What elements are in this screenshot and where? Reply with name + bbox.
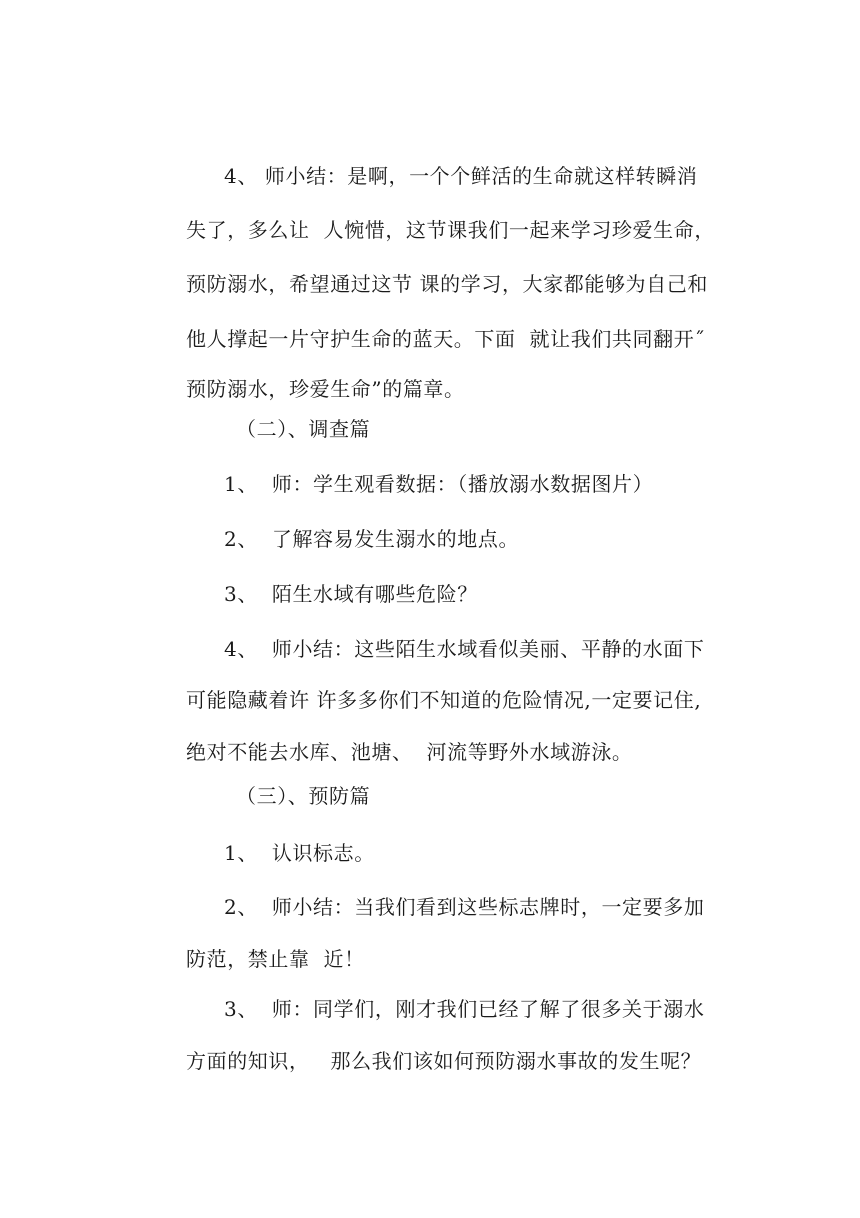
paragraph-line: 绝对不能去水库、池塘、 河流等野外水域游泳。 [186, 740, 633, 764]
paragraph-line: 2、 师小结：当我们看到这些标志牌时，一定要多加 [224, 895, 705, 919]
paragraph-line: 失了，多么让 人惋惜，这节课我们一起来学习珍爱生命， [186, 218, 715, 242]
paragraph-line: 方面的知识， 那么我们该如何预防溺水事故的发生呢？ [186, 1049, 702, 1073]
section-heading-survey: （二）、调查篇 [236, 417, 371, 441]
list-item: 3、 陌生水域有哪些危险？ [224, 582, 478, 606]
list-item: 1、 认识标志。 [224, 841, 375, 865]
paragraph-line: 4、 师小结：是啊，一个个鲜活的生命就这样转瞬消 [224, 164, 698, 188]
paragraph-line: 防范，禁止靠 近！ [186, 947, 365, 971]
list-item: 1、 师：学生观看数据：（播放溺水数据图片） [224, 472, 654, 496]
list-item: 2、 了解容易发生溺水的地点。 [224, 527, 520, 551]
paragraph-line: 4、 师小结：这些陌生水域看似美丽、平静的水面下 [224, 637, 705, 661]
section-heading-prevention: （三）、预防篇 [236, 784, 371, 808]
paragraph-line: 可能隐藏着许 许多多你们不知道的危险情况,一定要记住, [186, 688, 702, 712]
paragraph-line: 预防溺水，珍爱生命”的篇章。 [186, 377, 465, 401]
paragraph-line: 他人撑起一片守护生命的蓝天。下面 就让我们共同翻开˝ [186, 327, 705, 351]
paragraph-line: 3、 师：同学们，刚才我们已经了解了很多关于溺水 [224, 997, 705, 1021]
paragraph-line: 预防溺水，希望通过这节 课的学习，大家都能够为自己和 [186, 272, 708, 296]
